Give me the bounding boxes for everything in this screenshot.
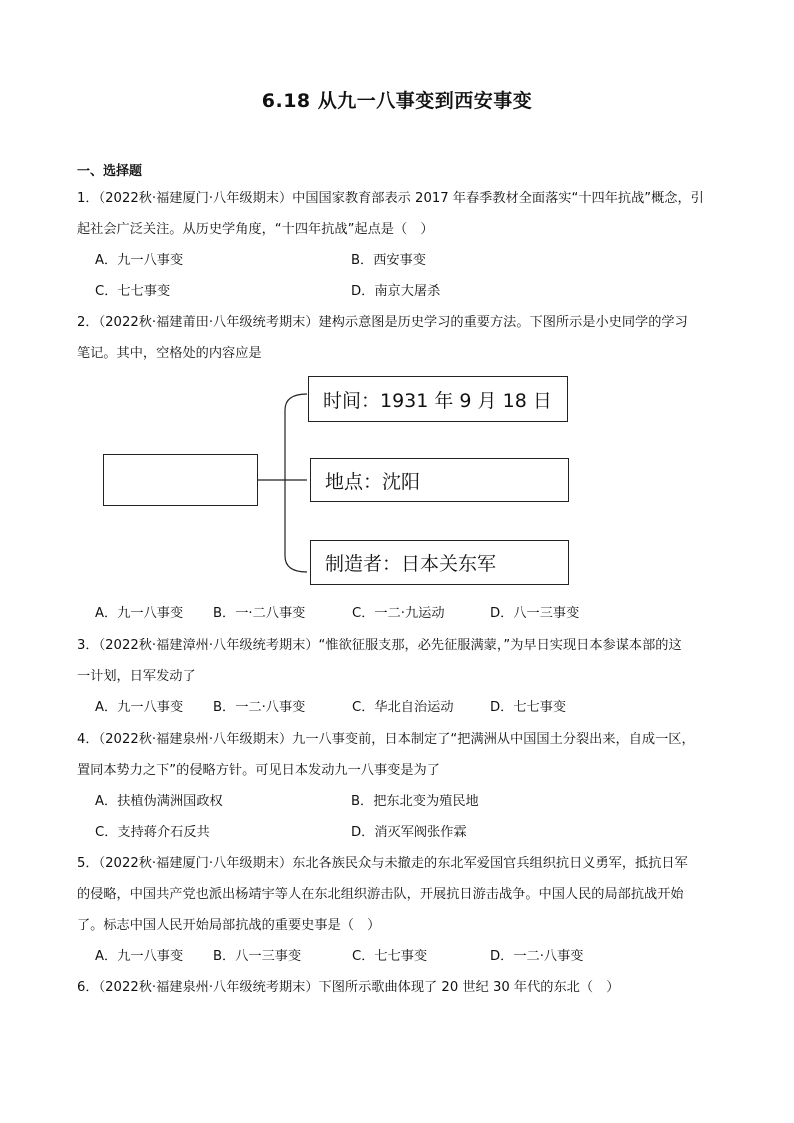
question-4-option-a: A．扶植伪满洲国政权 bbox=[95, 794, 223, 809]
diagram-place-box: 地点：沈阳 bbox=[310, 458, 569, 502]
question-1-option-a: A．九一八事变 bbox=[95, 253, 184, 268]
question-2-text: 2．（2022秋·福建莆田·八年级统考期末）建构示意图是历史学习的重要方法。下图所示是小史同学的学习 bbox=[77, 315, 688, 330]
question-3-option-b: B．一二·八事变 bbox=[213, 700, 306, 715]
question-4-text: 4．（2022秋·福建泉州·八年级期末）九一八事变前，日本制定了“把满洲从中国国土分裂出来，自成一区， bbox=[77, 732, 695, 747]
question-5-text: 的侵略，中国共产党也派出杨靖宇等人在东北组织游击队，开展抗日游击战争。中国人民的局部抗战开始 bbox=[77, 887, 684, 902]
question-4-text: 置同本势力之下”的侵略方针。可见日本发动九一八事变是为了 bbox=[77, 763, 440, 778]
diagram-blank-box bbox=[103, 454, 258, 506]
question-2-text: 笔记。其中，空格处的内容应是 bbox=[77, 346, 262, 361]
question-5-option-d: D．一二·八事变 bbox=[490, 949, 584, 964]
question-3-option-c: C．华北自治运动 bbox=[352, 700, 454, 715]
section-heading: 一、选择题 bbox=[77, 164, 143, 179]
question-3-text: 一计划，日军发动了 bbox=[77, 669, 196, 684]
question-2-option-d: D．八一三事变 bbox=[490, 606, 580, 621]
diagram-perpetrator-box: 制造者：日本关东军 bbox=[310, 540, 569, 585]
question-3-option-d: D．七七事变 bbox=[490, 700, 567, 715]
diagram-brace bbox=[258, 388, 310, 578]
question-3-option-a: A．九一八事变 bbox=[95, 700, 184, 715]
question-1-text: 起社会广泛关注。从历史学角度，“十四年抗战”起点是（ ） bbox=[77, 222, 434, 237]
page-title: 6.18 从九一八事变到西安事变 bbox=[261, 90, 533, 112]
question-6-text: 6．（2022秋·福建泉州·八年级统考期末）下图所示歌曲体现了 20 世纪 30 年代的东北（ ） bbox=[77, 980, 620, 995]
question-3-text: 3．（2022秋·福建漳州·八年级统考期末）“惟欲征服支那，必先征服满蒙，”为早日实现日本参谋本部的这 bbox=[77, 638, 682, 653]
question-4-option-b: B．把东北变为殖民地 bbox=[351, 794, 479, 809]
question-1-text: 1．（2022秋·福建厦门·八年级期末）中国国家教育部表示 2017 年春季教材全面落实“十四年抗战”概念，引 bbox=[77, 191, 704, 206]
question-1-option-c: C．七七事变 bbox=[95, 284, 171, 299]
question-4-option-d: D．消灭军阀张作霖 bbox=[351, 825, 467, 840]
question-5-option-a: A．九一八事变 bbox=[95, 949, 184, 964]
diagram-time-box: 时间：1931 年 9 月 18 日 bbox=[308, 376, 568, 422]
question-1-option-b: B．西安事变 bbox=[351, 253, 426, 268]
question-5-text: 了。标志中国人民开始局部抗战的重要史事是（ ） bbox=[77, 918, 381, 933]
question-5-option-b: B．八一三事变 bbox=[213, 949, 302, 964]
question-5-text: 5．（2022秋·福建厦门·八年级期末）东北各族民众与未撤走的东北军爱国官兵组织抗日义勇军，抵抗日军 bbox=[77, 856, 688, 871]
question-5-option-c: C．七七事变 bbox=[352, 949, 428, 964]
question-2-option-a: A．九一八事变 bbox=[95, 606, 184, 621]
question-4-option-c: C．支持蒋介石反共 bbox=[95, 825, 210, 840]
question-2-option-c: C．一二·九运动 bbox=[352, 606, 445, 621]
question-1-option-d: D．南京大屠杀 bbox=[351, 284, 441, 299]
question-2-option-b: B．一·二八事变 bbox=[213, 606, 306, 621]
